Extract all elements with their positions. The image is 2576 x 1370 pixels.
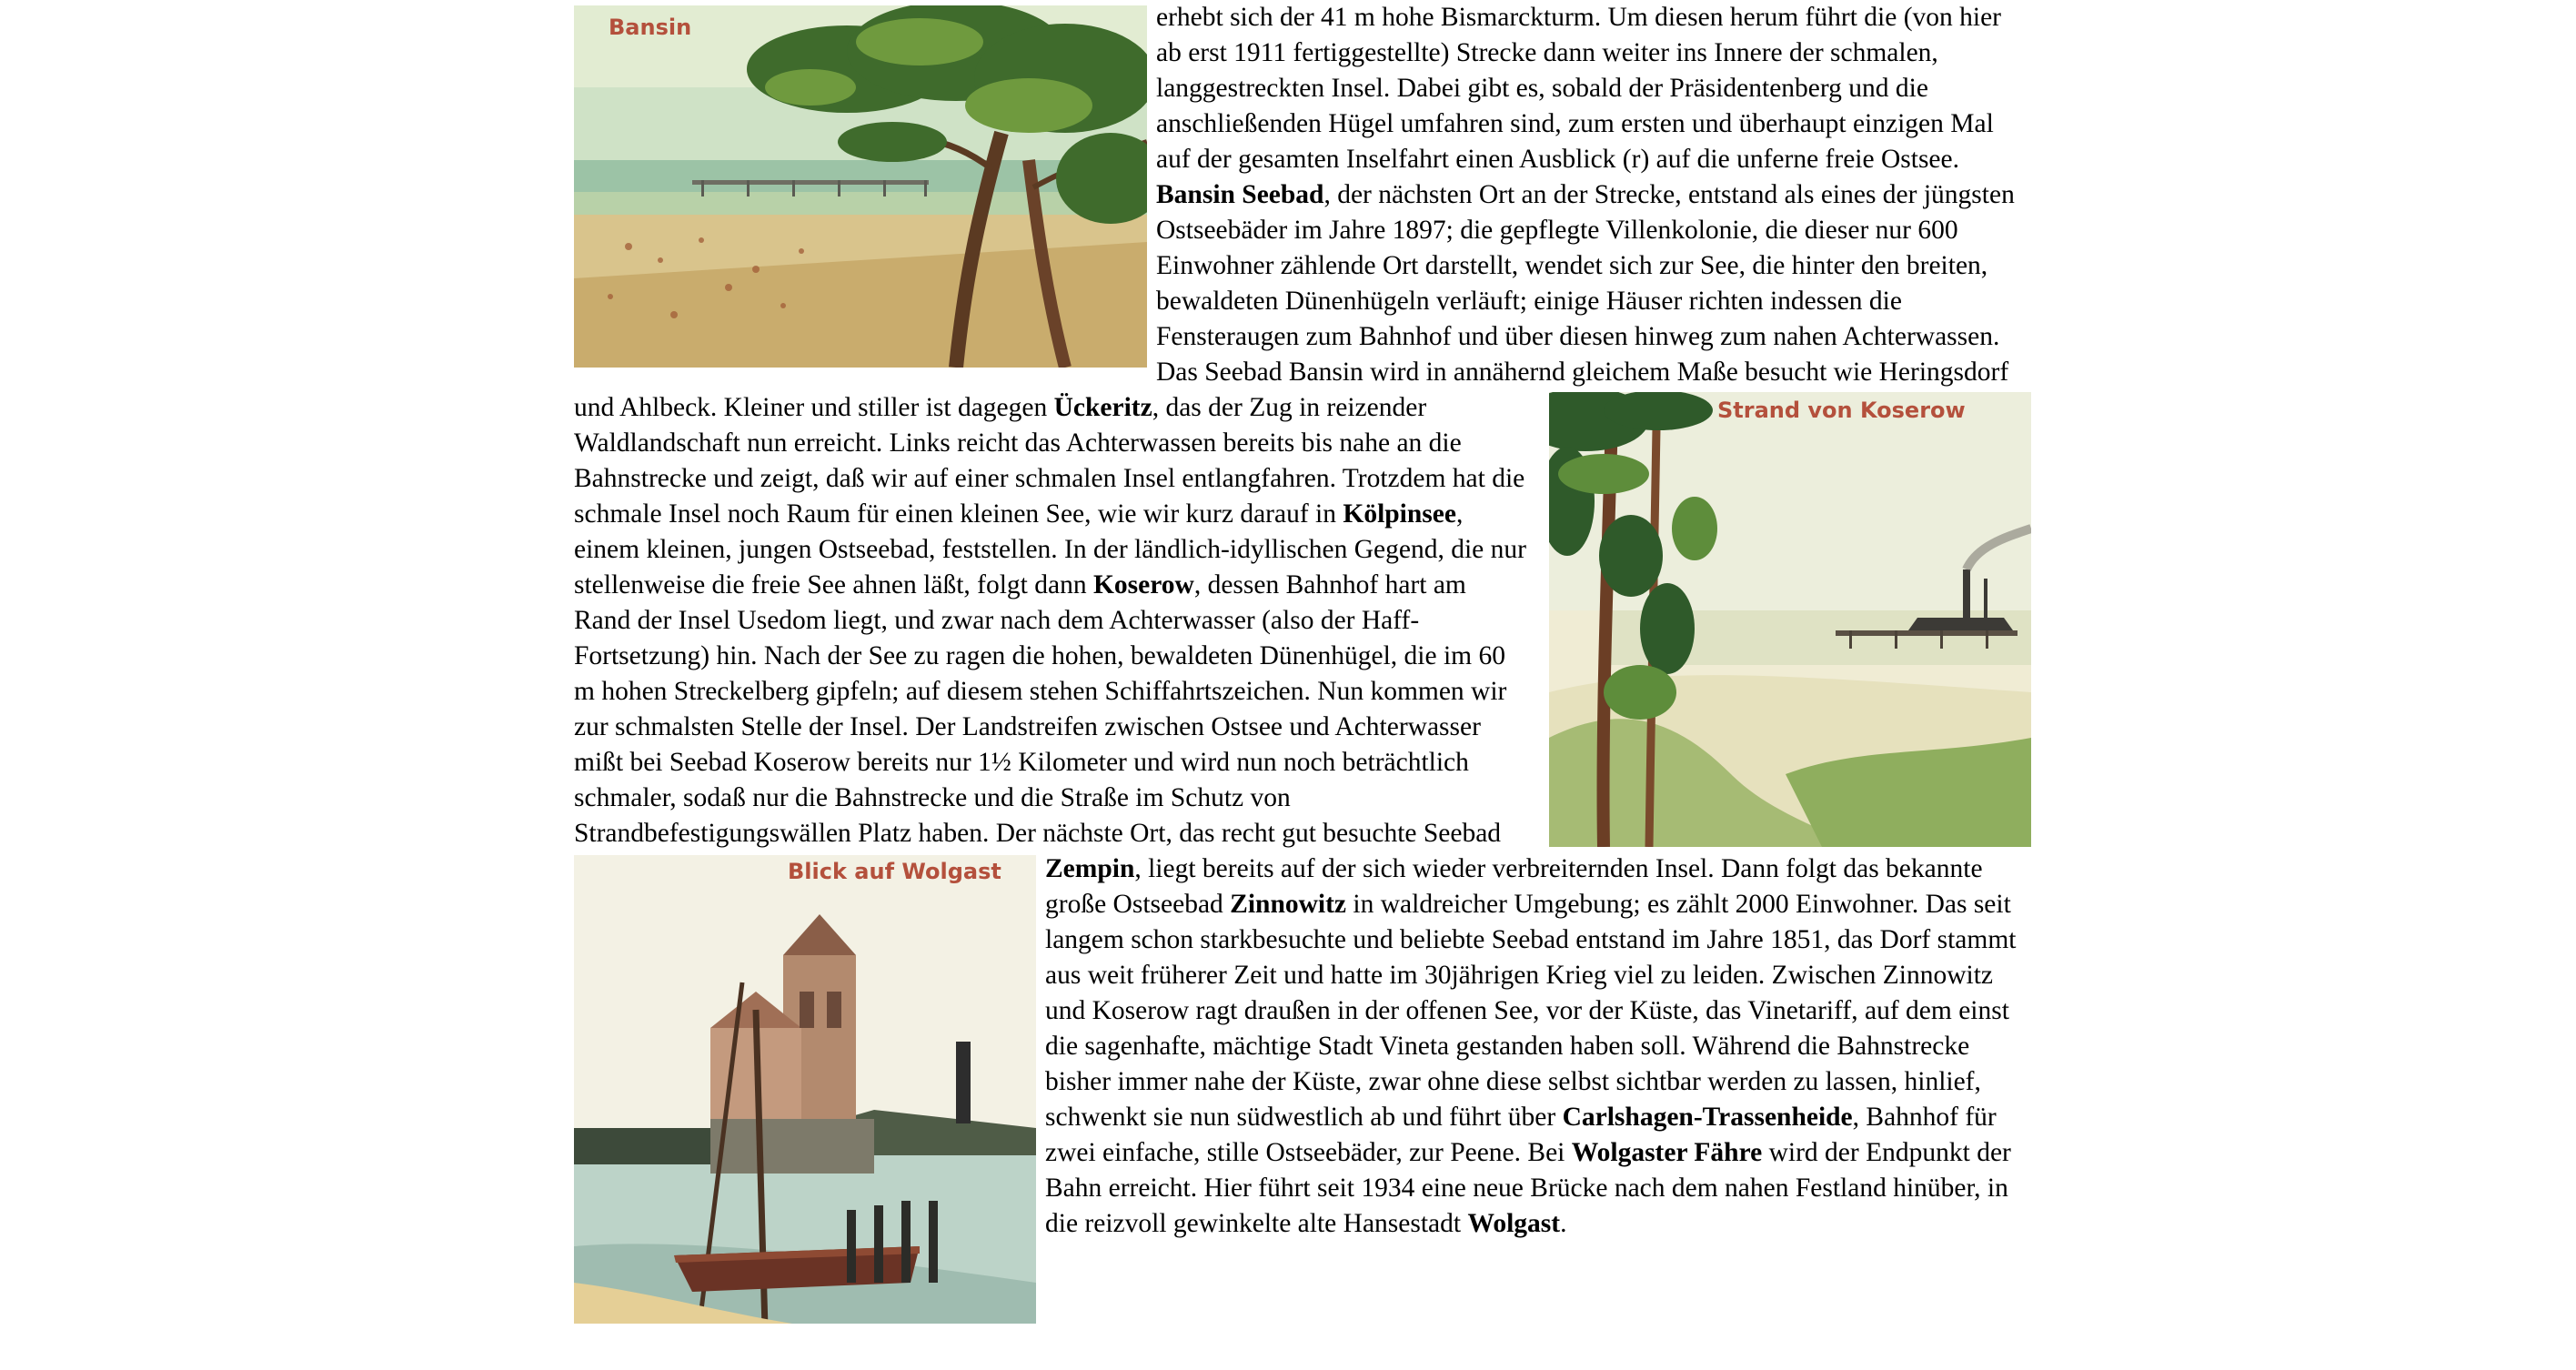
bansin-caption: Bansin [609, 15, 692, 40]
text-run: erhebt sich der 41 m hohe Bismarckturm. Um diesen herum führt die (von hier ab erst 1911 fertiggestellte) Strecke dann weiter ins Innere der schmalen, langgestreckten Insel. Dabei gibt es, sobald der Präsidentenberg und die anschließenden Hügel umfahren sind, zum ersten und überhaupt einzigen Mal auf der gesamten Inselfahrt einen Ausblick (r) auf die unferne freie Ostsee. [1156, 3, 2002, 174]
text-run: , dessen Bahnhof hart am Rand der Insel Usedom liegt, und zwar nach dem Achterwasser (also der Haff-Fortsetzung) hin. Nach der See zu ragen die hohen, bewaldeten Dünenhügel, die im 60 m hohen Streckelberg gipfeln; auf diesem stehen Schiffahrtszeichen. Nun kommen wir zur schmalsten Stelle der Insel. Der Landstreifen zwischen Ostsee und Achterwasser mißt bei Seebad Koserow bereits nur 1½ Kilometer und wird nun noch beträchtlich schmaler, sodaß nur die Bahnstrecke und die Straße im Schutz von Strandbefestigungswällen Platz haben. Der nächste Ort, das recht gut besuchte Seebad [574, 570, 1507, 848]
text-run: , der nächsten Ort an der Strecke, entstand als eines der jüngsten Ostseebäder im Jahre 1897; die gepflegte Villenkolonie, die dieser nur 600 Einwohner zählende Ort darstellt, wendet sich zur See, die hinter den breiten, bewaldeten Dünenhügeln verläuft; einige Häuser richten indessen die Fensteraugen zum Bahnhof und über diesen hinweg zum nahen Achterwassen. Das Seebad Bansin wird in annähernd gleichem Maße besucht wie Heringsdorf und Ahlbeck. Kleiner und stiller ist dagegen [574, 180, 2015, 422]
place-name: Kölpinsee [1343, 499, 1456, 529]
bansin-postcard-image [574, 5, 1147, 368]
koserow-postcard-image [1549, 392, 2031, 847]
wolgast-caption: Blick auf Wolgast [788, 859, 1001, 884]
text-run: , Bahnhof für zwei einfache, stille Ostseebäder, zur Peene. Bei [1045, 1103, 1997, 1167]
wolgast-postcard-image [574, 855, 1036, 1324]
place-name: Zinnowitz [1230, 890, 1347, 919]
place-name: Wolgast [1467, 1209, 1561, 1238]
text-run: , liegt bereits auf der sich wieder verbreiternden Insel. Dann folgt das bekannte große Ostseebad [1045, 854, 1983, 919]
text-run: , einem kleinen, jungen Ostseebad, feststellen. In der ländlich-idyllischen Gegend, die nur stellenweise die freie See ahnen läßt, folgt dann [574, 499, 1526, 599]
place-name: Ückeritz [1053, 393, 1152, 422]
text-run: wird der Endpunkt der Bahn erreicht. Hier führt seit 1934 eine neue Brücke nach dem nahen Festland hinüber, in die reizvoll gewinkelte alte Hansestadt [1045, 1138, 2011, 1238]
text-run: in waldreicher Umgebung; es zählt 2000 Einwohner. Das seit langem schon starkbesuchte und beliebte Seebad entstand im Jahre 1851, das Dorf stammt aus weit früherer Zeit und hatte im 30jährigen Krieg viel zu leiden. Zwischen Zinnowitz und Koserow ragt draußen in der offenen See, vor der Küste, das Vinetariff, auf dem einst die sagenhafte, mächtige Stadt Vineta gestanden haben soll. Während die Bahnstrecke bisher immer nahe der Küste, zwar ohne diese selbst sichtbar werden zu lassen, hinlief, schwenkt sie nun südwestlich ab und führt über [1045, 890, 2017, 1132]
place-name: Koserow [1092, 570, 1194, 599]
article-column [574, 0, 2031, 1324]
place-name: Zempin [1045, 854, 1135, 883]
place-name: Bansin Seebad [1156, 180, 1324, 209]
koserow-caption: Strand von Koserow [1717, 398, 1966, 423]
place-name: Carlshagen-Trassenheide [1562, 1103, 1853, 1132]
text-run: , das der Zug in reizender Waldlandschaft nun erreicht. Links reicht das Achterwassen bereits bis nahe an die Bahnstrecke und zeigt, daß wir auf einer schmalen Insel entlangfahren. Trotzdem hat die schmale Insel noch Raum für einen kleinen See, wie wir kurz darauf in [574, 393, 1525, 529]
place-name: Wolgaster Fähre [1571, 1138, 1763, 1167]
text-run: . [1560, 1209, 1567, 1238]
